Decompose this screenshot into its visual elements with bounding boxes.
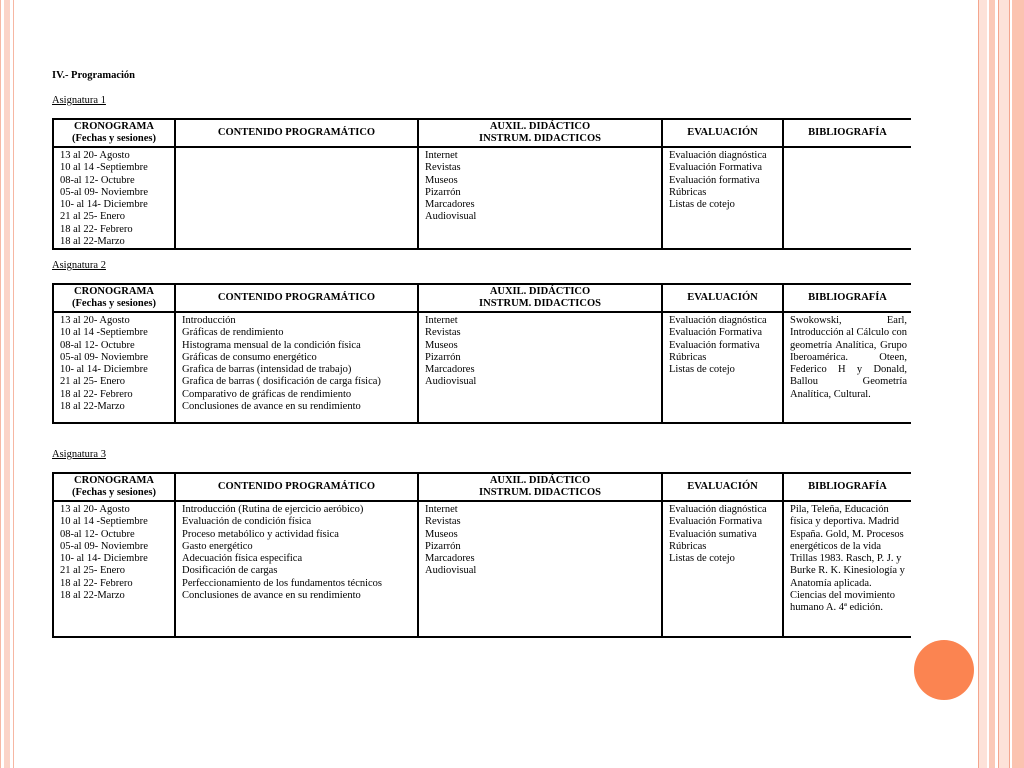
cronograma-cell: 13 al 20- Agosto 10 al 14 -Septiembre 08-al 12- Octubre 05-al 09- Noviembre 10- al 14- Diciembre 21 al 25- Enero 18 al 22- Febrero 18 al 22-Marzo bbox=[53, 501, 175, 637]
bibliografia-cell bbox=[783, 147, 911, 249]
contenido-cell bbox=[175, 147, 418, 249]
schedule-table-1 bbox=[52, 118, 911, 250]
bibliografia-cell: Pila, Teleña, Educación física y deportiva. Madrid España. Gold, M. Procesos energéticos de la vida Trillas 1983. Rasch, P. J. y Burke R. K. Kinesiología y Anatomía aplicada. Ciencias del movimiento humano A. 4ª edición. bbox=[783, 501, 911, 637]
auxiliares-cell: Internet Revistas Museos Pizarrón Marcadores Audiovisual bbox=[418, 501, 662, 637]
header-evaluacion: EVALUACIÓN bbox=[662, 119, 783, 147]
evaluacion-cell: Evaluación diagnóstica Evaluación Formativa Evaluación formativa Rúbricas Listas de cotejo bbox=[662, 312, 783, 423]
cronograma-cell: 13 al 20- Agosto 10 al 14 -Septiembre 08-al 12- Octubre 05-al 09- Noviembre 10- al 14- Diciembre 21 al 25- Enero 18 al 22- Febrero 18 al 22-Marzo bbox=[53, 312, 175, 423]
header-auxiliares: AUXIL. DIDÁCTICO INSTRUM. DIDACTICOS bbox=[418, 473, 662, 501]
contenido-cell: Introducción Gráficas de rendimiento Histograma mensual de la condición física Gráficas de consumo energético Grafica de barras (intensidad de trabajo) Grafica de barras ( dosificación de carga física) Comparativo de gráficas de rendimiento Conclusiones de avance en su rendimiento bbox=[175, 312, 418, 423]
header-evaluacion: EVALUACIÓN bbox=[662, 473, 783, 501]
table-row bbox=[53, 312, 911, 423]
schedule-table-2 bbox=[52, 283, 911, 424]
cronograma-cell: 13 al 20- Agosto 10 al 14 -Septiembre 08-al 12- Octubre 05-al 09- Noviembre 10- al 14- Diciembre 21 al 25- Enero 18 al 22- Febrero 18 al 22-Marzo bbox=[53, 147, 175, 249]
right-decorative-stripe bbox=[978, 0, 987, 768]
header-bibliografia: BIBLIOGRAFÍA bbox=[783, 473, 911, 501]
table-header-row bbox=[53, 119, 911, 147]
subject-label: Asignatura 2 bbox=[52, 260, 106, 271]
header-contenido: CONTENIDO PROGRAMÁTICO bbox=[175, 473, 418, 501]
auxiliares-cell: Internet Revistas Museos Pizarrón Marcadores Audiovisual bbox=[418, 147, 662, 249]
table-header-row bbox=[53, 284, 911, 312]
table-header-row bbox=[53, 473, 911, 501]
header-cronograma: CRONOGRAMA (Fechas y sesiones) bbox=[53, 119, 175, 147]
table-row bbox=[53, 147, 911, 249]
header-cronograma: CRONOGRAMA (Fechas y sesiones) bbox=[53, 284, 175, 312]
right-decorative-stripe bbox=[1012, 0, 1024, 768]
right-decorative-stripe bbox=[989, 0, 995, 768]
header-contenido: CONTENIDO PROGRAMÁTICO bbox=[175, 119, 418, 147]
schedule-table-3 bbox=[52, 472, 911, 638]
header-cronograma: CRONOGRAMA (Fechas y sesiones) bbox=[53, 473, 175, 501]
header-auxiliares: AUXIL. DIDÁCTICO INSTRUM. DIDACTICOS bbox=[418, 119, 662, 147]
subject-label: Asignatura 3 bbox=[52, 449, 106, 460]
header-auxiliares: AUXIL. DIDÁCTICO INSTRUM. DIDACTICOS bbox=[418, 284, 662, 312]
header-bibliografia: BIBLIOGRAFÍA bbox=[783, 119, 911, 147]
header-evaluacion: EVALUACIÓN bbox=[662, 284, 783, 312]
header-bibliografia: BIBLIOGRAFÍA bbox=[783, 284, 911, 312]
section-title: IV.- Programación bbox=[52, 70, 136, 81]
left-decorative-border bbox=[0, 0, 14, 768]
evaluacion-cell: Evaluación diagnóstica Evaluación Formativa Evaluación formativa Rúbricas Listas de cotejo bbox=[662, 147, 783, 249]
evaluacion-cell: Evaluación diagnóstica Evaluación Formativa Evaluación sumativa Rúbricas Listas de cotejo bbox=[662, 501, 783, 637]
bibliografia-cell: Swokowski, Earl, Introducción al Cálculo con geometría Analítica, Grupo Iberoamérica. Oteen, Federico H y Donald, Ballou Geometría Analítica, Cultural. bbox=[783, 312, 911, 423]
header-contenido: CONTENIDO PROGRAMÁTICO bbox=[175, 284, 418, 312]
decorative-orange-circle bbox=[914, 640, 974, 700]
contenido-cell: Introducción (Rutina de ejercicio aeróbico) Evaluación de condición física Proceso metabólico y actividad física Gasto energético Adecuación física especifica Dosificación de cargas Perfeccionamiento de los fundamentos técnicos Conclusiones de avance en su rendimiento bbox=[175, 501, 418, 637]
auxiliares-cell: Internet Revistas Museos Pizarrón Marcadores Audiovisual bbox=[418, 312, 662, 423]
subject-label: Asignatura 1 bbox=[52, 95, 106, 106]
right-decorative-stripe bbox=[998, 0, 1010, 768]
table-row bbox=[53, 501, 911, 637]
